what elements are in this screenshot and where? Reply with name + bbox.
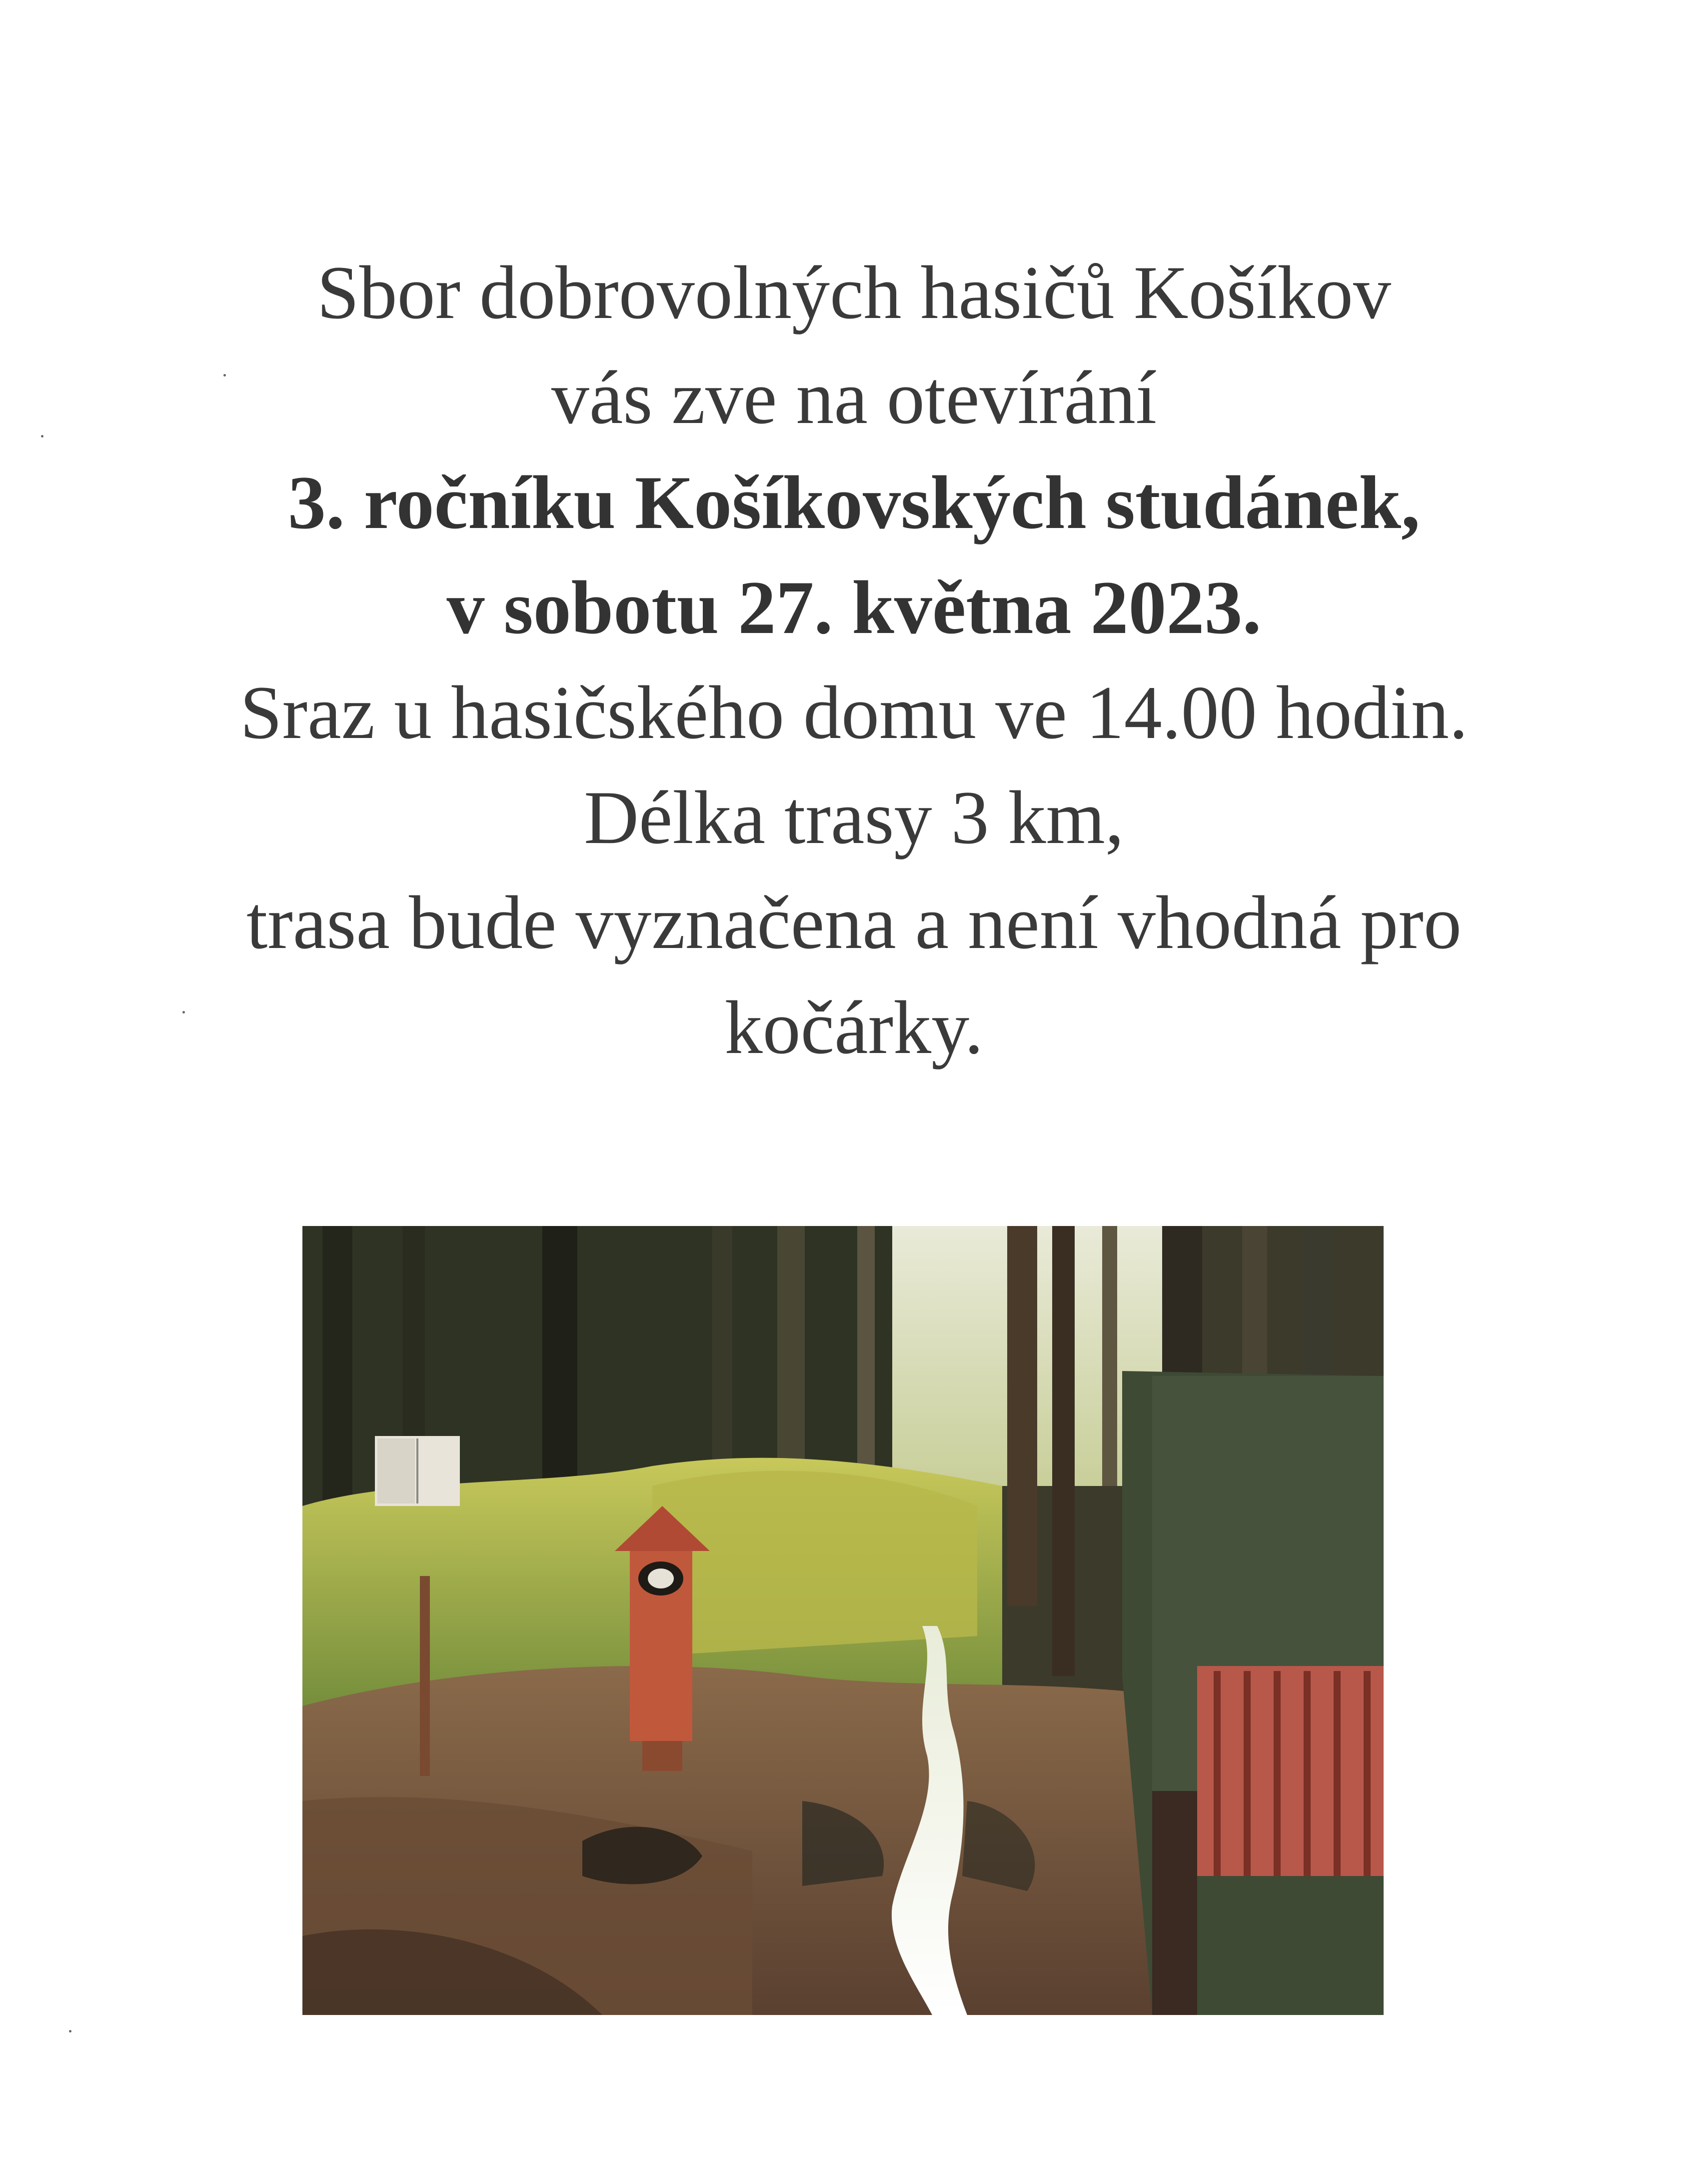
scan-speck	[69, 2030, 71, 2032]
route-note-line-2: kočárky.	[724, 986, 984, 1070]
meeting-point-line: Sraz u hasičského domu ve 14.00 hodin.	[240, 670, 1468, 754]
invitation-text	[0, 240, 1708, 1080]
event-date-line: v sobotu 27. května 2023.	[446, 566, 1262, 650]
scan-speck	[41, 435, 43, 438]
scan-speck	[223, 374, 226, 376]
forest-spring-illustration	[302, 1226, 1384, 2015]
scan-speck	[182, 1011, 185, 1014]
route-note-line: trasa bude vyznačena a není vhodná pro	[246, 880, 1462, 964]
invite-line: vás zve na otevírání	[551, 356, 1157, 440]
forest-spring-photo	[302, 1226, 1384, 2015]
organizer-line: Sbor dobrovolných hasičů Košíkov	[317, 250, 1391, 334]
event-title-line: 3. ročníku Košíkovských studánek,	[287, 460, 1421, 544]
route-length-line: Délka trasy 3 km,	[584, 776, 1124, 860]
